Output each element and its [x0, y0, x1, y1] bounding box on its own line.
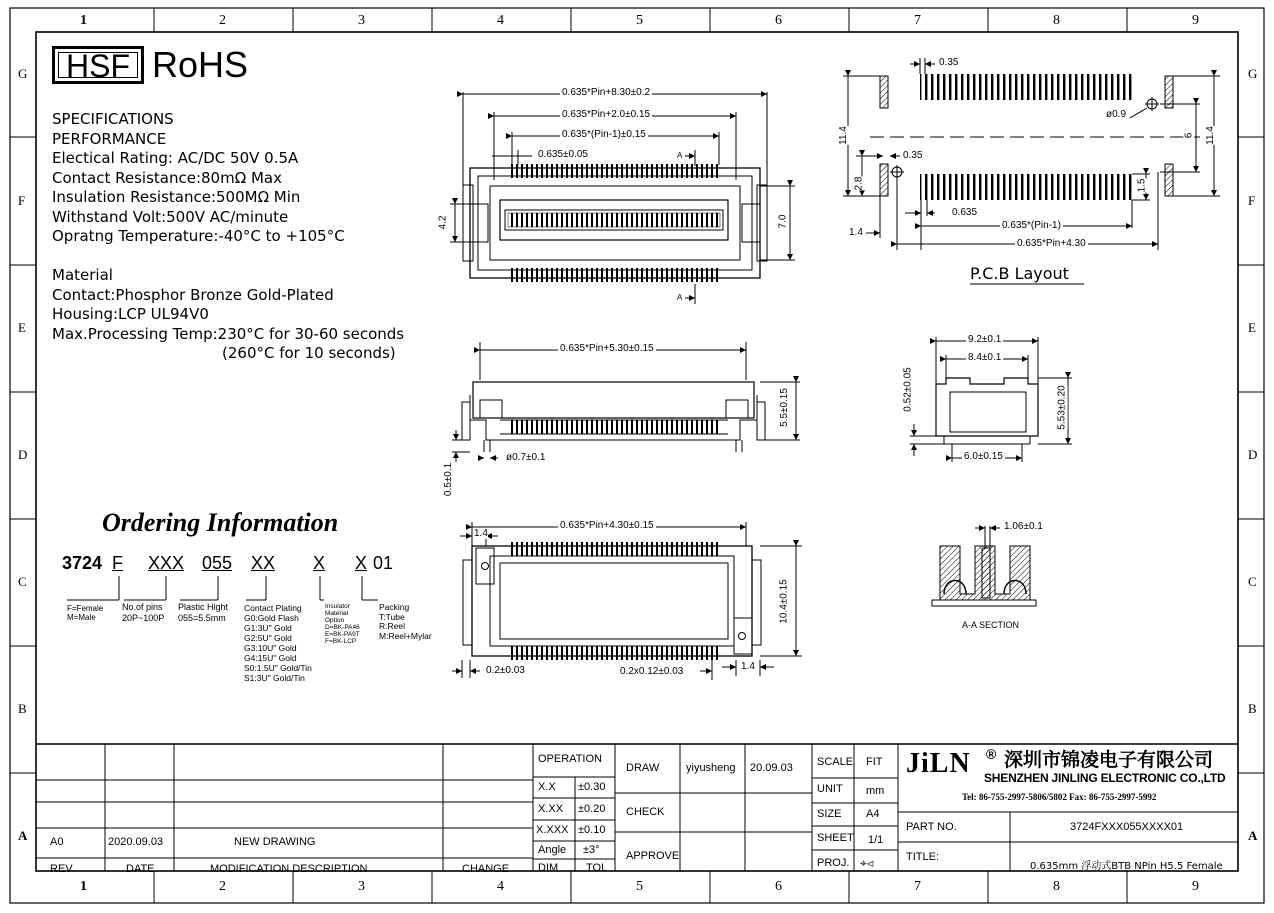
dim-end-w2: 8.4±0.1: [968, 352, 1002, 363]
note-line: Insulator: [325, 603, 350, 610]
tol-dim-3: X.XXX: [536, 824, 569, 836]
zone-col-4: 4: [497, 13, 504, 28]
dim-pcb-t1: 0.35: [939, 57, 959, 68]
zone-row-g: G: [18, 66, 28, 81]
zone-col-8-bottom: 8: [1053, 879, 1060, 894]
dim-top-h1: 4.2: [437, 215, 449, 230]
note-line: G2:5U" Gold: [244, 633, 292, 643]
zone-row-f-right: F: [1248, 193, 1256, 208]
ordering-title: Ordering Information: [102, 508, 339, 537]
spec-line: Max.Processing Temp:230°C for 30-60 seconds: [52, 324, 405, 343]
note-line: Contact Plating: [244, 603, 302, 613]
tol-dim-2: X.XX: [538, 803, 564, 815]
rev-value: A0: [50, 836, 64, 848]
tol-val-4: ±3°: [583, 844, 600, 856]
dim-top-h2: 7.0: [777, 214, 789, 229]
unit-label: UNIT: [817, 783, 843, 795]
dim-pcb-t2: 0.35: [903, 150, 923, 161]
rev-date-value: 2020.09.03: [108, 836, 164, 848]
spec-line: PERFORMANCE: [52, 129, 167, 148]
zone-row-c-right: C: [1248, 574, 1257, 589]
order-code-suffix: 01: [373, 553, 394, 573]
tol-foot-dim: DIM: [538, 862, 559, 874]
title-label: TITLE:: [906, 851, 940, 863]
zone-row-b-right: B: [1248, 701, 1257, 716]
note-line: R:Reel: [379, 621, 405, 631]
zone-col-5: 5: [636, 13, 643, 28]
note-line: F=BK-LCP: [325, 638, 357, 645]
dim-pcb-side: 1.4: [849, 227, 863, 238]
dim-bottom-pad: 0.2±0.03: [486, 665, 525, 676]
tolerance-header: OPERATION: [538, 753, 602, 765]
zone-row-a-right: A: [1248, 828, 1258, 843]
zone-col-6-bottom: 6: [775, 879, 782, 894]
dim-bottom-width: 0.635*Pin+4.30±0.15: [560, 520, 654, 531]
dim-end-w3: 6.0±0.15: [964, 451, 1003, 462]
note-line: Option: [325, 617, 345, 624]
zone-row-b: B: [18, 701, 27, 716]
note-line: S0:1.5U" Gold/Tin: [244, 663, 312, 673]
dim-side-height: 5.5±0.15: [778, 388, 790, 427]
pcb-layout-title: P.C.B Layout: [970, 264, 1069, 283]
note-line: 20P~100P: [122, 613, 165, 623]
note-line: G4:15U" Gold: [244, 653, 297, 663]
note-line: E=BK-PA9T: [325, 631, 360, 638]
size-value: A4: [866, 808, 880, 820]
size-label: SIZE: [817, 808, 842, 820]
dim-pcb-h3: 6: [1183, 132, 1195, 139]
zone-col-1: 1: [80, 13, 87, 28]
change-header: CHANGE: [462, 863, 510, 875]
rev-desc-value: NEW DRAWING: [234, 836, 316, 848]
rohs-label: RoHS: [152, 44, 249, 85]
dim-section: 1.06±0.1: [1004, 521, 1043, 532]
proj-label: PROJ.: [817, 857, 850, 869]
zone-col-7: 7: [914, 13, 921, 28]
registered-mark: ®: [986, 746, 997, 762]
dim-pcb-h2: 11.4: [1204, 126, 1216, 145]
zone-col-9: 9: [1192, 13, 1199, 28]
tol-dim-4: Angle: [538, 844, 567, 856]
section-title: A-A SECTION: [962, 620, 1020, 630]
zone-col-5-bottom: 5: [636, 879, 643, 894]
order-code-packing: X: [355, 553, 368, 573]
scale-label: SCALE: [817, 756, 854, 768]
zone-col-3: 3: [358, 13, 365, 28]
zone-col-8: 8: [1053, 13, 1060, 28]
tol-val-2: ±0.20: [578, 803, 606, 815]
dim-top-d4: 0.635±0.05: [538, 149, 588, 160]
dim-bottom-offset-2: 1.4: [741, 661, 755, 672]
scale-value: FIT: [866, 756, 883, 768]
zone-row-d-right: D: [1248, 447, 1258, 462]
part-no-label: PART NO.: [906, 821, 957, 833]
zone-row-d: D: [18, 447, 28, 462]
note-line: M=Male: [67, 613, 96, 622]
tol-foot-tol: TOL: [586, 862, 608, 874]
note-line: 055=5.5mm: [178, 613, 226, 623]
sheet-value: 1/1: [868, 834, 884, 846]
note-line: T:Tube: [379, 611, 405, 622]
zone-row-f: F: [18, 193, 26, 208]
zone-col-7-bottom: 7: [914, 879, 921, 894]
order-code-height: 055: [202, 553, 233, 573]
part-no-value: 3724FXXX055XXXX01: [1070, 821, 1184, 833]
spec-line: Contact Resistance:80mΩ Max: [52, 168, 282, 187]
sheet-label: SHEET: [817, 832, 854, 844]
spec-line: Opratng Temperature:-40°C to +105°C: [52, 227, 345, 245]
dim-top-d3: 0.635*(Pin-1)±0.15: [562, 129, 646, 140]
title-value: 0.635mm 浮动式BTB NPin H5.5 Female: [1030, 861, 1223, 872]
tol-val-1: ±0.30: [578, 781, 606, 793]
note-line: Packing: [379, 602, 410, 612]
zone-row-c: C: [18, 574, 27, 589]
dim-pcb-v1: 2.8: [853, 176, 865, 191]
order-code-series: 3724: [62, 553, 103, 573]
order-code-insulator: X: [313, 553, 326, 573]
dim-pcb-total: 0.635*Pin+4.30: [1017, 238, 1086, 249]
draw-date: 20.09.03: [750, 762, 793, 774]
zone-row-g-right: G: [1248, 66, 1258, 81]
date-header: DATE: [126, 863, 155, 875]
company-name-cn: 深圳市锦凌电子有限公司: [1004, 749, 1214, 771]
note-line: Plastic Hight: [178, 602, 229, 612]
dim-side-width: 0.635*Pin+5.30±0.15: [560, 343, 654, 354]
note-line: G0:Gold Flash: [244, 613, 299, 623]
section-mark-bottom: A: [677, 293, 683, 302]
spec-line: SPECIFICATIONS: [52, 110, 174, 128]
projection-icon: ⌖⊲: [860, 856, 874, 870]
dim-end-w1: 9.2±0.1: [968, 334, 1002, 345]
note-line: M:Reel+Mylar: [379, 630, 432, 641]
zone-col-2-bottom: 2: [219, 879, 226, 894]
spec-line: Contact:Phosphor Bronze Gold-Plated: [52, 285, 334, 304]
order-code-pins: XXX: [148, 553, 185, 573]
note-line: G3:10U" Gold: [244, 643, 297, 653]
zone-col-4-bottom: 4: [497, 879, 504, 894]
dim-pcb-v2: 1.5: [1136, 178, 1148, 193]
zone-row-e-right: E: [1248, 320, 1256, 335]
order-code-plating: XX: [251, 553, 276, 573]
dim-side-post: ø0.7±0.1: [506, 452, 546, 463]
dim-top-d1: 0.635*Pin+8.30±0.2: [562, 87, 651, 98]
tol-dim-1: X.X: [538, 781, 556, 793]
dim-side-standoff: 0.5±0.1: [443, 462, 455, 497]
spec-line: Withstand Volt:500V AC/minute: [52, 207, 289, 226]
dim-end-h2: 5.53±0.20: [1056, 385, 1068, 430]
dim-bottom-pitch: 0.2x0.12±0.03: [620, 666, 684, 677]
note-line: No.of pins: [122, 602, 163, 612]
section-mark-top: A: [677, 151, 683, 160]
tol-val-3: ±0.10: [578, 824, 606, 836]
desc-header: MODIFICATION DESCRIPTION: [210, 863, 368, 875]
dim-end-h1: 0.52±0.05: [902, 367, 914, 412]
company-logo: JiLN: [906, 748, 971, 779]
dim-pcb-hole: ø0.9: [1106, 109, 1127, 120]
note-line: F=Female: [67, 604, 104, 613]
zone-col-6: 6: [775, 13, 782, 28]
dim-pcb-span: 0.635*(Pin-1): [1002, 220, 1061, 231]
rev-header: REV: [50, 863, 73, 875]
zone-col-9-bottom: 9: [1192, 879, 1199, 894]
company-contact: Tel: 86-755-2997-5806/5802 Fax: 86-755-2997-5992: [962, 792, 1157, 802]
note-line: Material: [325, 610, 349, 617]
zone-col-3-bottom: 3: [358, 879, 365, 894]
spec-line: (260°C for 10 seconds): [222, 344, 396, 362]
company-name-en: SHENZHEN JINLING ELECTRONIC CO.,LTD: [984, 771, 1226, 785]
spec-line: Electical Rating: AC/DC 50V 0.5A: [52, 149, 299, 167]
draw-label: DRAW: [626, 762, 660, 774]
spec-line: Housing:LCP UL94V0: [52, 305, 209, 323]
dim-pcb-pitch: 0.635: [952, 207, 978, 218]
unit-value: mm: [866, 785, 885, 797]
dim-bottom-height: 10.4±0.15: [778, 579, 790, 624]
zone-row-a: A: [18, 828, 28, 843]
spec-line: Material: [52, 266, 113, 284]
zone-col-1-bottom: 1: [80, 879, 87, 894]
dim-pcb-h1: 11.4: [837, 126, 849, 145]
dim-bottom-offset: 1.4: [474, 528, 488, 539]
note-line: G1:3U" Gold: [244, 623, 292, 633]
drawer-name: yiyusheng: [686, 762, 736, 774]
approve-label: APPROVE: [626, 850, 680, 862]
note-line: S1:3U" Gold/Tin: [244, 673, 305, 683]
spec-line: Insulation Resistance:500MΩ Min: [52, 188, 301, 206]
zone-col-2: 2: [219, 13, 226, 28]
hsf-label: HSF: [66, 48, 130, 84]
order-code-gender: F: [112, 553, 123, 573]
zone-row-e: E: [18, 320, 26, 335]
dim-top-d2: 0.635*Pin+2.0±0.15: [562, 109, 651, 120]
note-line: D=BK-PA46: [325, 624, 360, 631]
check-label: CHECK: [626, 806, 665, 818]
